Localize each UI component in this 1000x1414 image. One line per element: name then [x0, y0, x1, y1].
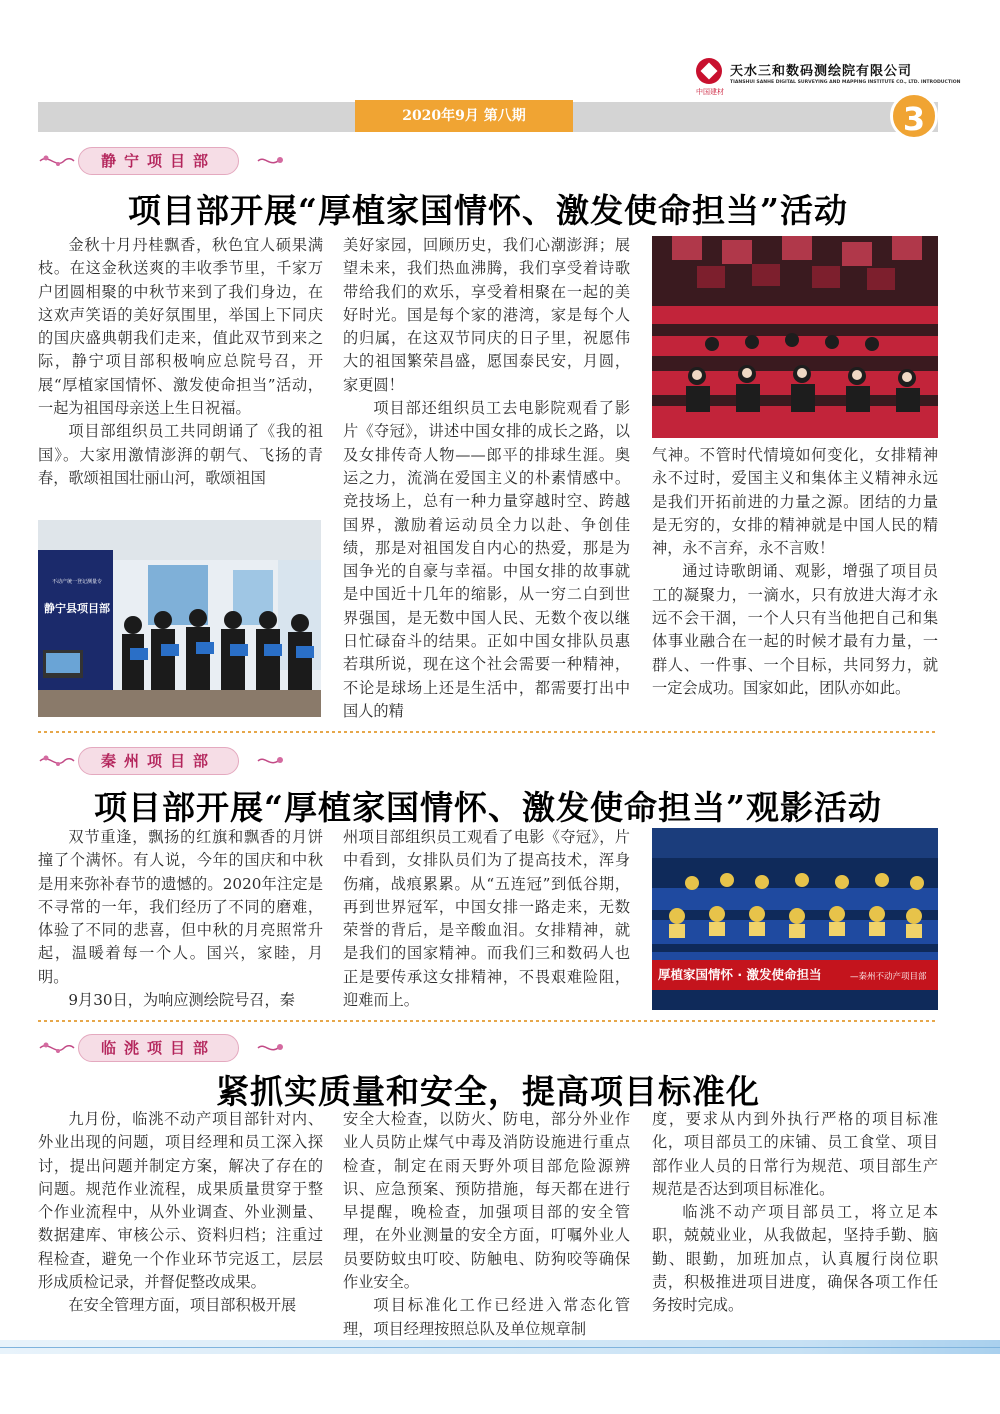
photo-caption-small: —秦州不动产项目部 [850, 972, 927, 982]
article-column-1 [38, 1108, 323, 1318]
issue-label: 2020年9月 第八期 [355, 100, 573, 132]
paragraph: 美好家园，回顾历史，我们心潮澎湃；展望未来，我们热血沸腾，我们享受着诗歌带给我们的欢乐，享受着相聚在一起的美好时光。国是每个家的港湾，家是每个人的归属，在这双节同庆的日子里，祝愿伟大的祖国繁荣昌盛，愿国泰民安，月圆，家更圆！ [343, 236, 630, 394]
paragraph: 双节重逢，飘扬的红旗和飘香的月饼撞了个满怀。有人说，今年的国庆和中秋是用来弥补春节的遗憾的。2020年注定是不寻常的一年，我们经历了不同的磨难，体验了不同的悲喜，但中秋的月亮照常升起，温暖着每一个人。国兴，家睦，月明。 [38, 828, 323, 986]
article-title: 项目部开展“厚植家国情怀、激发使命担当”活动 [128, 191, 848, 230]
footer-line [0, 1347, 1000, 1348]
article-column-3 [652, 1108, 938, 1318]
cnbm-logo-icon [696, 58, 722, 84]
article-column-3 [652, 444, 938, 700]
section-banner-jingning [38, 147, 278, 175]
flourish-icon [256, 153, 286, 169]
page-number: 3 [890, 92, 938, 140]
article-column-2 [343, 234, 630, 723]
article-column-2 [343, 1108, 630, 1341]
article-column-2 [343, 826, 630, 1012]
paragraph: 九月份，临洮不动产项目部针对内、外业出现的问题，项目经理和员工深入探讨，提出问题并制定方案，解决了存在的问题。规范作业流程，成果质量贯穿于整个作业流程中，从外业调查、外业测量、数据建库、审核公示、资料归档；注重过程检查，避免一个作业环节完返工，层层形成质检记录，并督促整改成果。 [38, 1110, 323, 1292]
paragraph: 项目部还组织员工去电影院观看了影片《夺冠》，讲述中国女排的成长之路，以及女排传奇人物——郎平的排球生涯。奥运之力，流淌在爱国主义的朴素情感中。竞技场上，总有一种力量穿越时空、跨越国界，激励着运动员全力以赴、争创佳绩，那是对祖国发自内心的热爱，那是为国争光的自豪与幸福。中国女排的故事就是中国近十几年的缩影，从一穷二白到世界强国，是无数中国人民、无数个夜以继日忙碌奋斗的结果。正如中国女排队员惠若琪所说，现在这个社会需要一种精神，不论是球场上还是生活中，都需要打出中国人的精 [343, 399, 630, 720]
photo-cinema-audience [652, 236, 938, 438]
flourish-icon [38, 1040, 76, 1056]
paragraph: 临洮不动产项目部员工，将立足本职，兢兢业业，从我做起，坚持手勤、脑勤、眼勤，加班加点，认真履行岗位职责，积极推进项目进度，确保各项工作任务按时完成。 [652, 1203, 938, 1315]
paragraph: 通过诗歌朗诵、观影，增强了项目员工的凝聚力，一滴水，只有放进大海才永远不会干涸，一个人只有当他把自己和集体事业融合在一起的时候才最有力量，一群人、一件事、一个目标，共同努力，就一定会成功。国家如此，团队亦如此。 [652, 562, 938, 697]
photo-wall-text: 不动产统一登记测量专 [51, 579, 102, 585]
paragraph: 气神。不管时代情境如何变化，女排精神永不过时，爱国主义和集体主义精神永远是我们开拓前进的力量之源。团结的力量是无穷的，女排的精神就是中国人民的精神，永不言弃，永不言败！ [652, 446, 938, 558]
article-column-1 [38, 234, 323, 490]
article-title: 紧抓实质量和安全，提高项目标准化 [216, 1072, 760, 1111]
paragraph: 在安全管理方面，项目部积极开展 [68, 1296, 297, 1315]
photo-sign-text: 静宁县项目部 [44, 602, 110, 615]
section-banner-qinzhou [38, 747, 278, 775]
article-column-1 [38, 826, 323, 1012]
section-label: 秦州项目部 [78, 747, 239, 775]
paragraph: 项目部组织员工共同朗诵了《我的祖国》。大家用激情澎湃的朝气、飞扬的青春，歌颂祖国壮丽山河，歌颂祖国 [38, 422, 323, 487]
logo-caption: 中国建材 [696, 88, 724, 96]
paragraph: 金秋十月丹桂飘香，秋色宜人硕果满枝。在这金秋送爽的丰收季节里，千家万户团圆相聚的中秋节来到了我们身边，在这欢声笑语的美好氛围里，举国上下同庆的国庆盛典朝我们走来，值此双节到来之际，静宁项目部积极响应总院号召，开展“厚植家国情怀、激发使命担当”活动，一起为祖国母亲送上生日祝福。 [38, 236, 323, 418]
section-divider [38, 728, 938, 736]
photo-caption: 厚植家国情怀 · 激发使命担当 [658, 967, 822, 982]
company-name-en: TIANSHUI SANHE DIGITAL SURVEYING AND MAPPING INSTITUTE CO., LTD. INTRODUCTION [730, 80, 961, 85]
company-name: 天水三和数码测绘院有限公司 [730, 64, 913, 79]
article-title: 项目部开展“厚植家国情怀、激发使命担当”观影活动 [94, 788, 882, 827]
section-label: 临洮项目部 [78, 1034, 239, 1062]
company-logo [696, 56, 961, 98]
section-divider [38, 1017, 938, 1025]
section-label: 静宁项目部 [78, 147, 239, 175]
photo-poetry-reading [38, 520, 321, 717]
flourish-icon [38, 753, 76, 769]
paragraph: 9月30日，为响应测绘院号召，秦 [68, 991, 295, 1010]
flourish-icon [256, 1040, 286, 1056]
photo-cinema-viewing [652, 828, 938, 1010]
section-banner-lintao [38, 1034, 278, 1062]
paragraph: 安全大检查，以防火、防电，部分外业作业人员防止煤气中毒及消防设施进行重点检查，制定在雨天野外项目部危险源辨识、应急预案、预防措施，每天都在进行早提醒，晚检查，加强项目部的安全管理，在外业测量的安全方面，叮嘱外业人员要防蚊虫叮咬、防触电、防狗咬等确保作业安全。 [343, 1110, 630, 1292]
paragraph: 项目标准化工作已经进入常态化管理，项目经理按照总队及单位规章制 [343, 1296, 630, 1338]
paragraph: 州项目部组织员工观看了电影《夺冠》，片中看到，女排队员们为了提高技术，浑身伤痛，战痕累累。从“五连冠”到低谷期，再到世界冠军，中国女排一路走来，无数荣誉的背后，是辛酸血泪。女排精神，就是我们的国家精神。而我们三和数码人也正是要传承这女排精神，不畏艰难险阻，迎难而上。 [343, 828, 630, 1010]
flourish-icon [256, 753, 286, 769]
paragraph: 度，要求从内到外执行严格的项目标准化，项目部员工的床铺、员工食堂、项目部作业人员的日常行为规范、项目部生产规范是否达到项目标准化。 [652, 1110, 938, 1198]
flourish-icon [38, 153, 76, 169]
